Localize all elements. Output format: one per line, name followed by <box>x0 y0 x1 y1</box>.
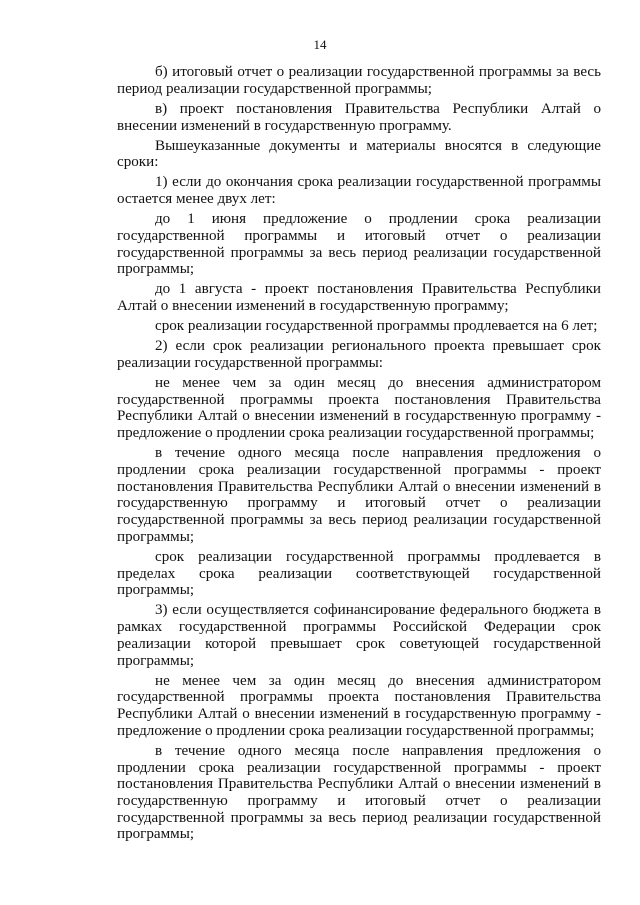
paragraph: в течение одного месяца после направления предложения о продлении срока реализации государственной программы - проект постановления Правительства Республики Алтай о внесении изменений в государственную программу и итоговый отчет о реализации государственной программы за весь период реализации государственной программы; <box>117 445 601 545</box>
paragraph: срок реализации государственной программы продлевается в пределах срока реализации соответствующей государственной программы; <box>117 548 601 599</box>
paragraph: срок реализации государственной программы продлевается на 6 лет; <box>155 318 598 335</box>
paragraph: до 1 июня предложение о продлении срока реализации государственной программы и итоговый отчет о реализации государственной программы за весь период реализации государственной программы; <box>117 211 601 278</box>
paragraph: 3) если осуществляется софинансирование федерального бюджета в рамках государственной программы Российской Федерации срок реализации которой превышает срок советующей государственной программы; <box>117 602 601 669</box>
paragraph: 1) если до окончания срока реализации государственной программы остается менее двух лет: <box>117 174 601 208</box>
paragraph: в течение одного месяца после направления предложения о продлении срока реализации государственной программы - проект постановления Правительства Республики Алтай о внесении изменений в государственную программу и итоговый отчет о реализации государственной программы за весь период реализации государственной программы; <box>117 742 601 843</box>
paragraph: не менее чем за один месяц до внесения администратором государственной программы проекта постановления Правительства Республики Алтай о внесении изменений в государственную программу - предложение о продлении срока реализации государственной программы; <box>117 672 601 739</box>
page-number: 14 <box>313 37 327 52</box>
paragraph: не менее чем за один месяц до внесения администратором государственной программы проекта постановления Правительства Республики Алтай о внесении изменений в государственную программу - предложение о продлении срока реализации государственной программы; <box>117 375 601 442</box>
paragraph: б) итоговый отчет о реализации государственной программы за весь период реализации государственной программы; <box>117 64 601 97</box>
paragraph: в) проект постановления Правительства Республики Алтай о внесении изменений в государственную программу. <box>117 100 601 134</box>
paragraph: Вышеуказанные документы и материалы вносятся в следующие сроки: <box>117 137 601 171</box>
paragraph: до 1 августа - проект постановления Правительства Республики Алтай о внесении изменений в государственную программу; <box>117 281 601 315</box>
paragraph: 2) если срок реализации регионального проекта превышает срок реализации государственной программы: <box>117 338 601 371</box>
document-body <box>117 64 601 846</box>
